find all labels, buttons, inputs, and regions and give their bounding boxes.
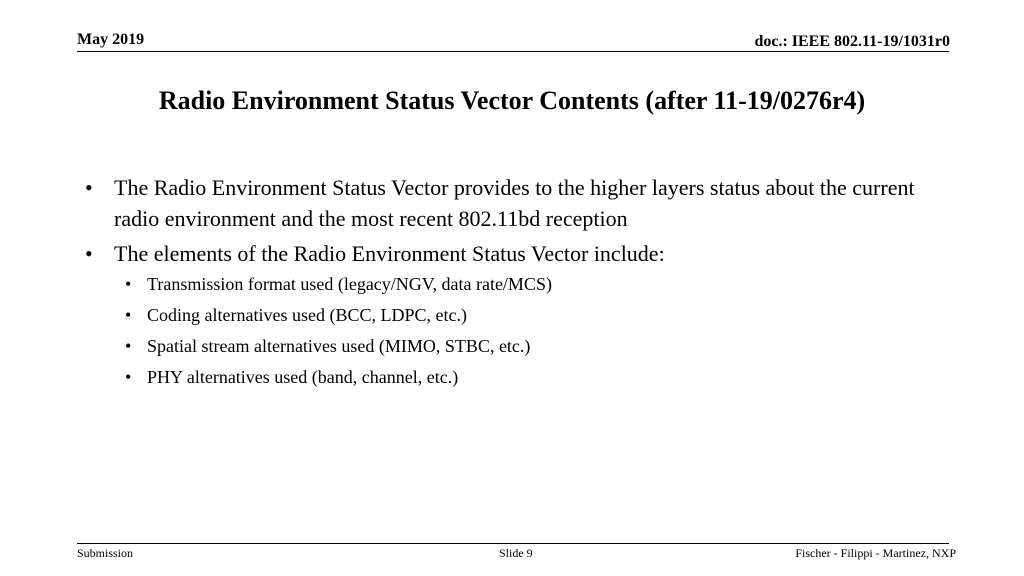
sub-bullet-item [85,273,955,296]
bullet-icon: • [125,305,132,325]
sub-bullet-item [85,335,955,358]
header-doc-id: doc.: IEEE 802.11-19/1031r0 [754,33,950,50]
sub-bullet-text: PHY alternatives used (band, channel, etc.) [147,367,459,387]
bullet-item [85,172,955,234]
footer-submission: Submission [77,546,134,560]
bullet-icon: • [125,274,132,294]
bullet-icon: • [85,175,93,200]
bullet-item [85,238,955,269]
bullet-text: The Radio Environment Status Vector provides to the higher layers status about the current radio environment and the most recent 802.11bd reception [114,175,915,231]
sub-bullet-item [85,304,955,327]
sub-bullet-text: Spatial stream alternatives used (MIMO, STBC, etc.) [147,336,531,356]
header-date: May 2019 [77,31,145,48]
header-divider [77,51,949,52]
slide-title: Radio Environment Status Vector Contents (after 11-19/0276r4) [158,86,866,115]
footer-authors: Fischer - Filippi - Martinez, NXP [795,546,956,560]
footer-slide-number: Slide 9 [499,546,533,560]
bullet-icon: • [85,241,93,266]
bullet-text: The elements of the Radio Environment Status Vector include: [114,241,665,266]
sub-bullet-item [85,366,955,389]
bullet-icon: • [125,367,132,387]
sub-bullet-text: Transmission format used (legacy/NGV, data rate/MCS) [147,274,552,294]
slide-content [85,172,955,397]
footer-divider [77,543,949,544]
bullet-icon: • [125,336,132,356]
sub-bullet-text: Coding alternatives used (BCC, LDPC, etc.) [147,305,467,325]
